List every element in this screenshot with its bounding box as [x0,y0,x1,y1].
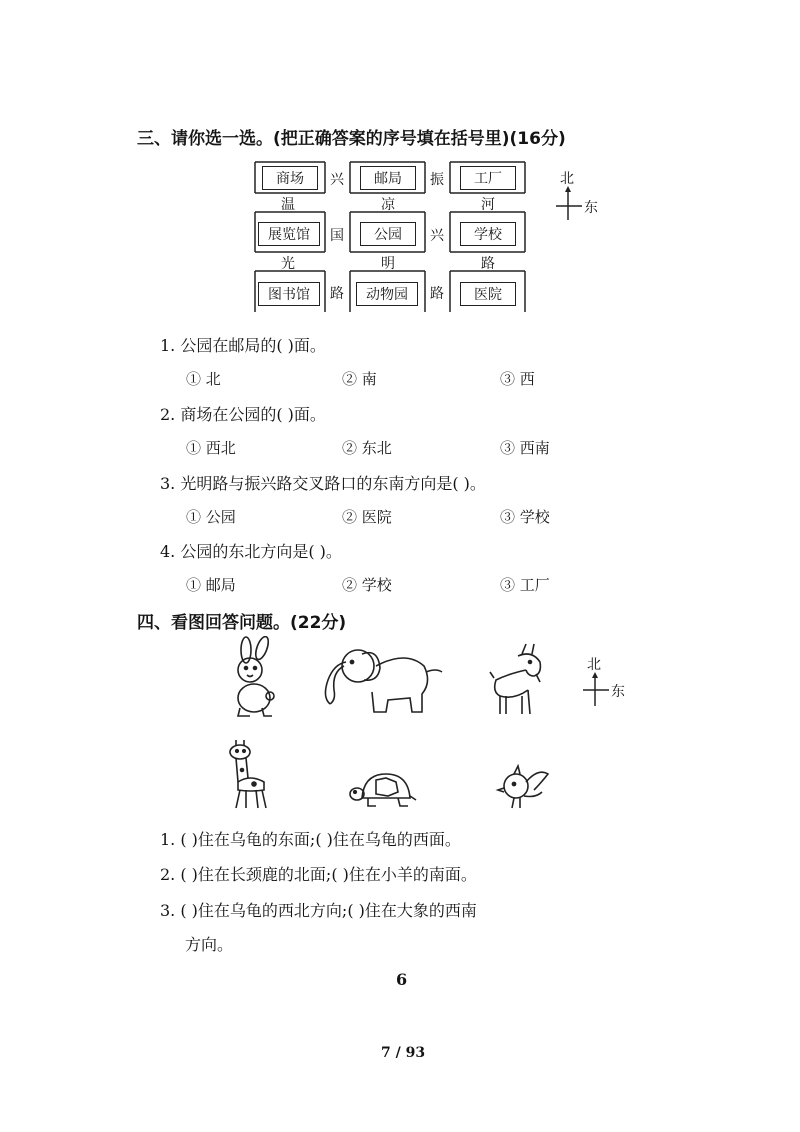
road-label-ming: 明 [381,256,395,272]
road-label-xing1: 兴 [330,172,344,188]
compass-cross-icon-2 [575,658,645,714]
road-label-lu-v1: 路 [330,286,344,302]
s3-q2-option-2: ② 东北 [342,439,392,457]
page-number: 6 [396,970,408,989]
s3-q3-option-2: ② 医院 [342,508,392,526]
map-building-gongchang: 工厂 [460,166,516,190]
section4-title: 四、看图回答问题。(22分) [137,613,347,633]
road-label-lu-v2: 路 [430,286,444,302]
s3-q2-option-1: ① 西北 [186,439,236,457]
map-building-gongyuan: 公园 [360,222,416,246]
road-label-xing2: 兴 [430,228,444,244]
s4-question-2: 2. ( )住在长颈鹿的北面;( )住在小羊的南面。 [160,865,477,884]
turtle-icon [348,768,418,810]
road-label-lu-h: 路 [481,256,495,272]
map-building-zhanlanguan: 展览馆 [258,222,320,246]
s3-question-1: 1. 公园在邮局的( )面。 [160,336,326,355]
road-label-he: 河 [481,197,495,213]
s3-q4-option-2: ② 学校 [342,576,392,594]
bird-icon [494,764,552,812]
compass-cross-icon [548,172,618,228]
s3-q1-option-1: ① 北 [186,370,221,388]
giraffe-icon [224,738,272,810]
s3-q1-option-2: ② 南 [342,370,377,388]
compass2-north-label: 北 [587,657,601,673]
s4-question-3: 3. ( )住在乌龟的西北方向;( )住在大象的西南 [160,901,477,920]
map-building-dongwuyuan: 动物园 [356,282,418,306]
road-label-guo: 国 [330,228,344,244]
goat-icon [488,640,552,718]
s3-question-3: 3. 光明路与振兴路交叉路口的东南方向是( )。 [160,474,486,493]
section3-title: 三、请你选一选。(把正确答案的序号填在括号里)(16分) [137,129,566,149]
compass-rose-map [548,172,618,228]
s3-q3-option-3: ③ 学校 [500,508,550,526]
road-label-wen: 温 [281,197,295,213]
map-building-yiyuan: 医院 [460,282,516,306]
compass-rose-animals [575,658,645,714]
compass2-east-label: 东 [611,684,625,700]
road-label-zhen: 振 [430,172,444,188]
map-building-youju: 邮局 [360,166,416,190]
s4-question-1: 1. ( )住在乌龟的东面;( )住在乌龟的西面。 [160,830,461,849]
compass-north-label: 北 [560,171,574,187]
map-building-xuexiao: 学校 [460,222,516,246]
s3-question-2: 2. 商场在公园的( )面。 [160,405,326,424]
s3-question-4: 4. 公园的东北方向是( )。 [160,542,342,561]
s3-q1-option-3: ③ 西 [500,370,535,388]
s3-q4-option-1: ① 邮局 [186,576,236,594]
road-label-guang: 光 [281,256,295,272]
pagination-indicator: 7 / 93 [381,1045,426,1061]
compass-east-label: 东 [584,200,598,216]
s3-q2-option-3: ③ 西南 [500,439,550,457]
elephant-icon [316,642,446,717]
s4-question-3-cont: 方向。 [185,935,234,954]
s3-q3-option-1: ① 公园 [186,508,236,526]
map-building-tushuguan: 图书馆 [258,282,320,306]
road-label-liang: 凉 [381,197,395,213]
s3-q4-option-3: ③ 工厂 [500,576,550,594]
rabbit-icon [222,636,284,718]
map-building-shangchang: 商场 [262,166,318,190]
